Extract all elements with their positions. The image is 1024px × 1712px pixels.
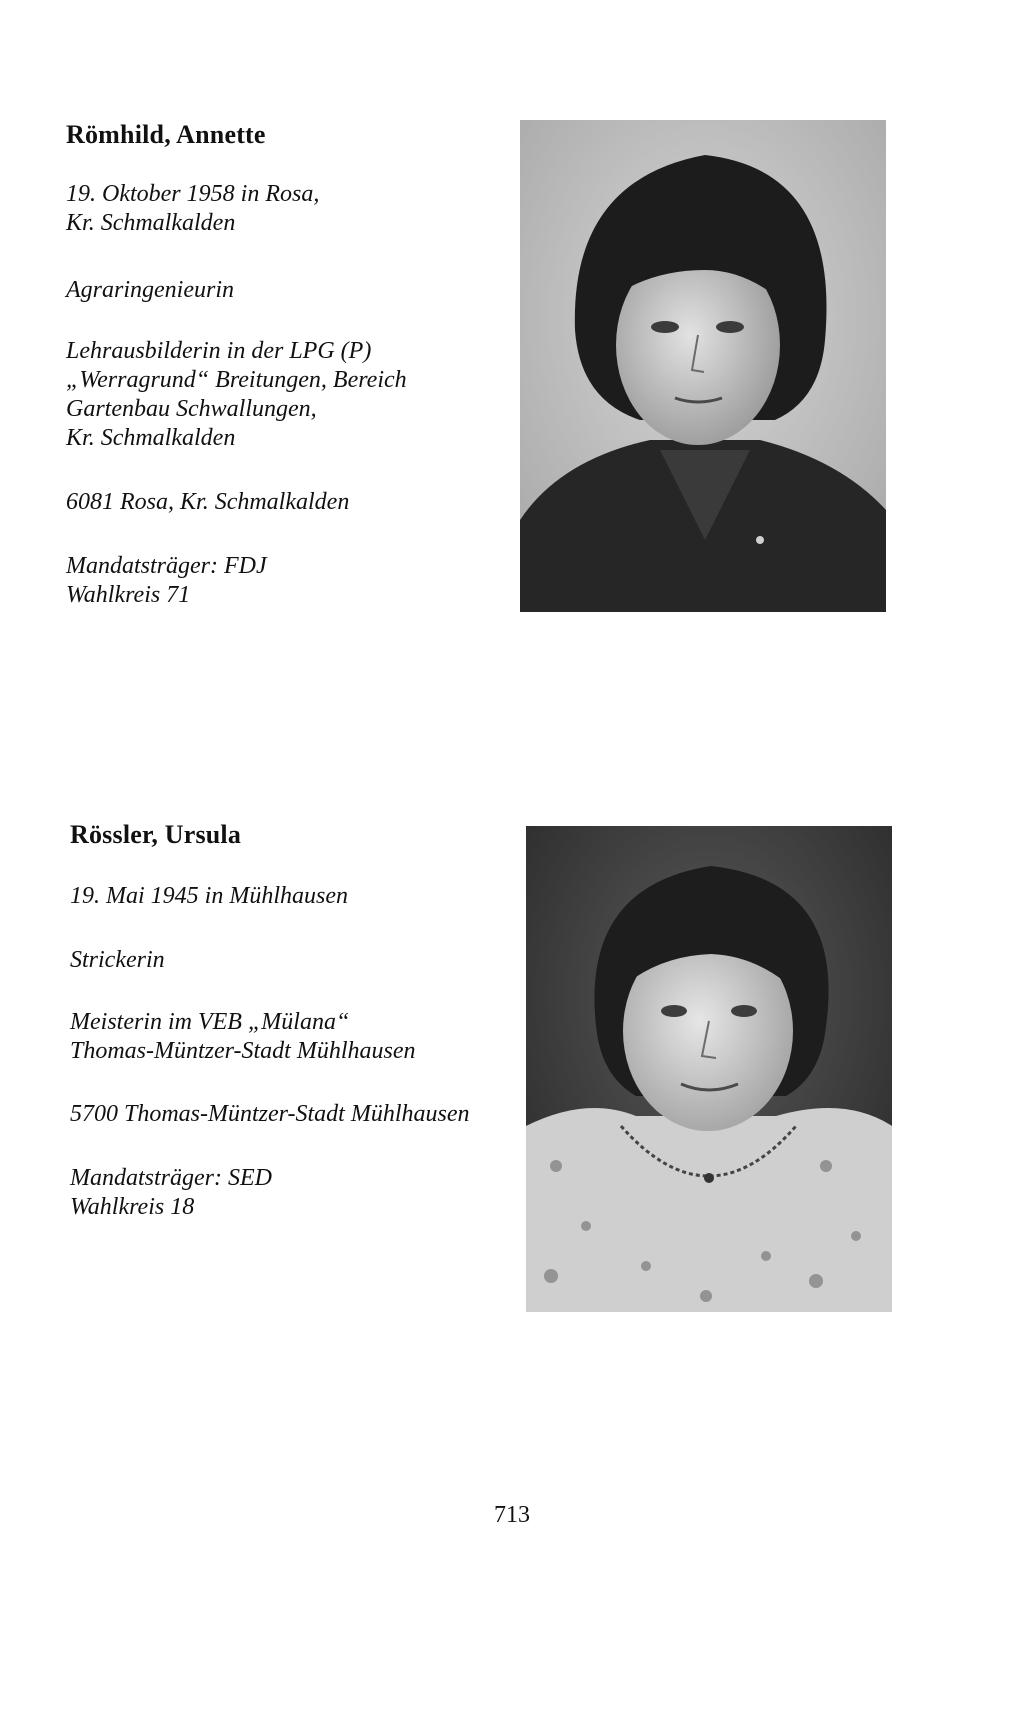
birth-line-1: 19. Oktober 1958 in Rosa, (66, 181, 320, 207)
position-line-2: Thomas-Müntzer-Stadt Mühlhausen (70, 1038, 416, 1064)
position-line-1: Meisterin im VEB „Mülana“ (70, 1009, 350, 1035)
position-line-2: „Werragrund“ Breitungen, Bereich (66, 367, 407, 393)
entry-name: Rössler, Ursula (70, 820, 242, 849)
portrait-photo (520, 120, 886, 612)
page-number: 713 (494, 1502, 530, 1528)
birth-line-1: 19. Mai 1945 in Mühlhausen (70, 883, 348, 909)
profession: Agraringenieurin (66, 277, 234, 303)
mandate-line-2: Wahlkreis 18 (70, 1194, 195, 1220)
address: 5700 Thomas-Müntzer-Stadt Mühlhausen (70, 1101, 470, 1127)
mandate-line-2: Wahlkreis 71 (66, 582, 191, 608)
entry-name: Römhild, Annette (66, 120, 266, 149)
profession: Strickerin (70, 947, 165, 973)
portrait-photo-graphic (526, 826, 892, 1312)
address: 6081 Rosa, Kr. Schmalkalden (66, 489, 350, 515)
position-line-3: Gartenbau Schwallungen, (66, 396, 317, 422)
portrait-photo-graphic (520, 120, 886, 612)
mandate-line-1: Mandatsträger: FDJ (66, 553, 267, 579)
mandate-line-1: Mandatsträger: SED (70, 1165, 272, 1191)
position-line-1: Lehrausbilderin in der LPG (P) (66, 338, 372, 364)
position-line-4: Kr. Schmalkalden (66, 425, 236, 451)
birth-line-2: Kr. Schmalkalden (66, 210, 236, 236)
portrait-photo (526, 826, 892, 1312)
